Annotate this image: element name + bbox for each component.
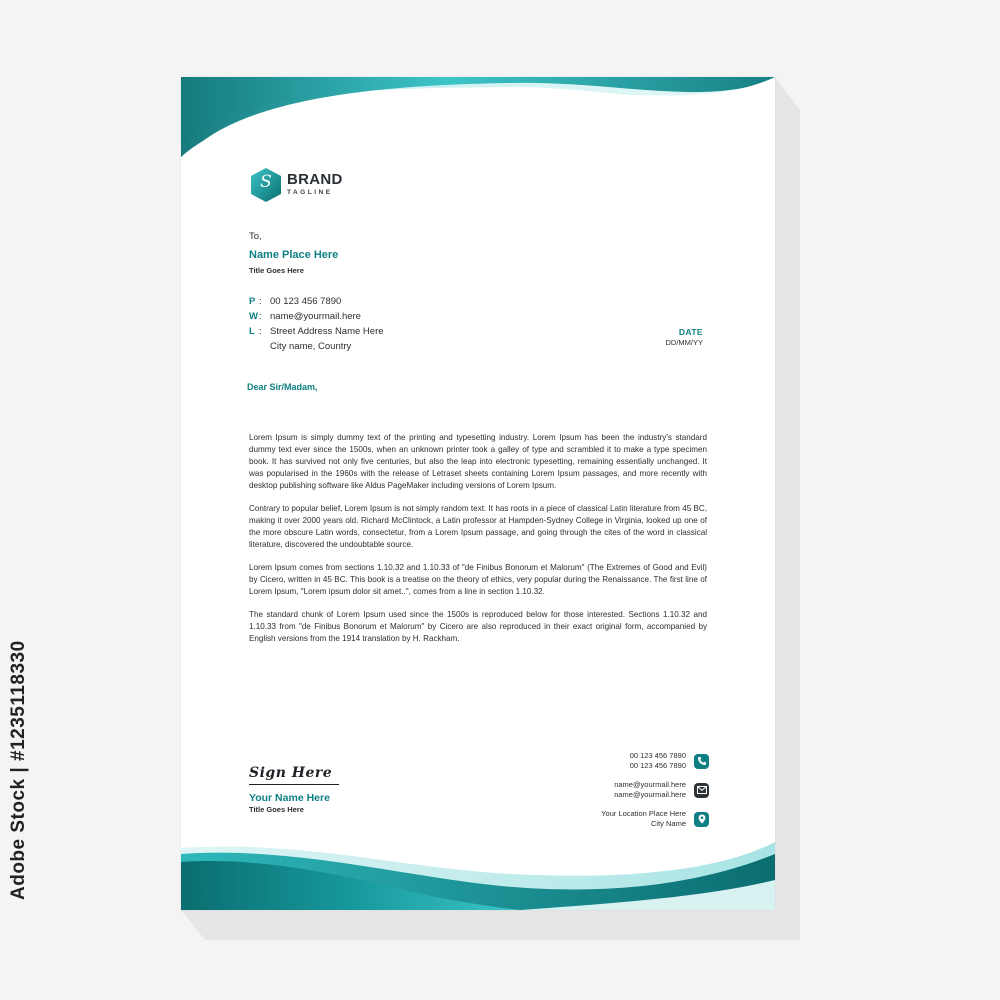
letter-body [249,432,707,656]
footer-location [601,808,709,830]
footer-location-line-2: City Name [650,819,686,828]
stock-id-watermark: Adobe Stock | #1235118330 [8,640,29,900]
contact-web-row [249,309,384,324]
footer-phone [601,750,709,772]
letterhead-page [181,77,775,910]
signer-title: Title Goes Here [249,805,304,814]
footer-wave [181,840,775,910]
signature-line [249,784,339,785]
separator: : [259,311,262,322]
signature-script: Sign Here [249,765,333,781]
to-label: To, [249,231,262,242]
phone-key: P [249,296,256,307]
separator: : [259,326,262,337]
location-key: L [249,326,255,337]
brand-name: BRAND [287,171,343,188]
date-label: DATE [678,327,703,337]
sender-contact [249,294,384,354]
date-block [666,327,704,347]
location-pin-icon [694,812,709,827]
body-paragraph: Contrary to popular belief, Lorem Ipsum is not simply random text. It has roots in a piece of classical Latin literature from 45 BC, making it over 2000 years old. Richard McClintock, a Latin professor at Hampden-Sydney College in Virginia, looked up one of the more obscure Latin words, consectetur, from a Lorem Ipsum passage, and going through the cites of the word in classical literature, discovered the undoubtable source. [249,504,707,549]
date-value: DD/MM/YY [665,338,703,347]
brand-tagline: TAGLINE [287,189,333,196]
phone-icon [694,754,709,769]
separator: : [259,296,262,307]
web-key: W [249,311,258,322]
salutation: Dear Sir/Madam, [247,382,318,392]
body-paragraph: The standard chunk of Lorem Ipsum used since the 1500s is reproduced below for those interested. Sections 1.10.32 and 1.10.33 from "de Finibus Bonorum et Malorum" by Cicero are also reproduced in their exact original form, accompanied by English versions from the 1914 translation by H. Rackham. [249,610,707,643]
logo-initial: S [260,172,272,192]
address-line-1: Street Address Name Here [270,326,384,337]
recipient-name: Name Place Here [249,249,339,261]
contact-location-row [249,324,384,339]
web-value: name@yourmail.here [270,311,361,322]
recipient-title: Title Goes Here [249,266,304,275]
mail-icon [694,783,709,798]
contact-phone-row [249,294,384,309]
signature-block [249,765,339,814]
footer-phone-line-2: 00 123 456 7890 [629,761,686,770]
body-paragraph: Lorem Ipsum comes from sections 1.10.32 and 1.10.33 of "de Finibus Bonorum et Malorum" (The Extremes of Good and Evil) by Cicero, written in 45 BC. This book is a treatise on the theory of ethics, very popular during the Renaissance. The first line of Lorem Ipsum, "Lorem ipsum dolor sit amet..", comes from a line in section 1.10.32. [249,563,707,596]
footer-contact [601,750,709,837]
address-line-2: City name, Country [270,341,352,352]
header-wave [181,77,775,177]
footer-location-line-1: Your Location Place Here [601,809,686,818]
phone-value: 00 123 456 7890 [270,296,342,307]
hexagon-logo-icon [249,167,283,203]
footer-phone-line-1: 00 123 456 7890 [629,751,686,760]
body-paragraph: Lorem Ipsum is simply dummy text of the printing and typesetting industry. Lorem Ipsum has been the industry's standard dummy text ever since the 1500s, when an unknown printer took a galley of type and scrambled it to make a type specimen book. It has survived not only five centuries, but also the leap into electronic typesetting, remaining essentially unchanged. It was popularised in the 1960s with the release of Letraset sheets containing Lorem Ipsum passages, and more recently with desktop publishing software like Aldus PageMaker including versions of Lorem Ipsum. [249,433,707,490]
footer-email-line-1: name@yourmail.here [614,780,686,789]
footer-email-line-2: name@yourmail.here [614,790,686,799]
brand-logo [249,167,343,203]
signer-name: Your Name Here [249,792,330,804]
footer-email [601,779,709,801]
